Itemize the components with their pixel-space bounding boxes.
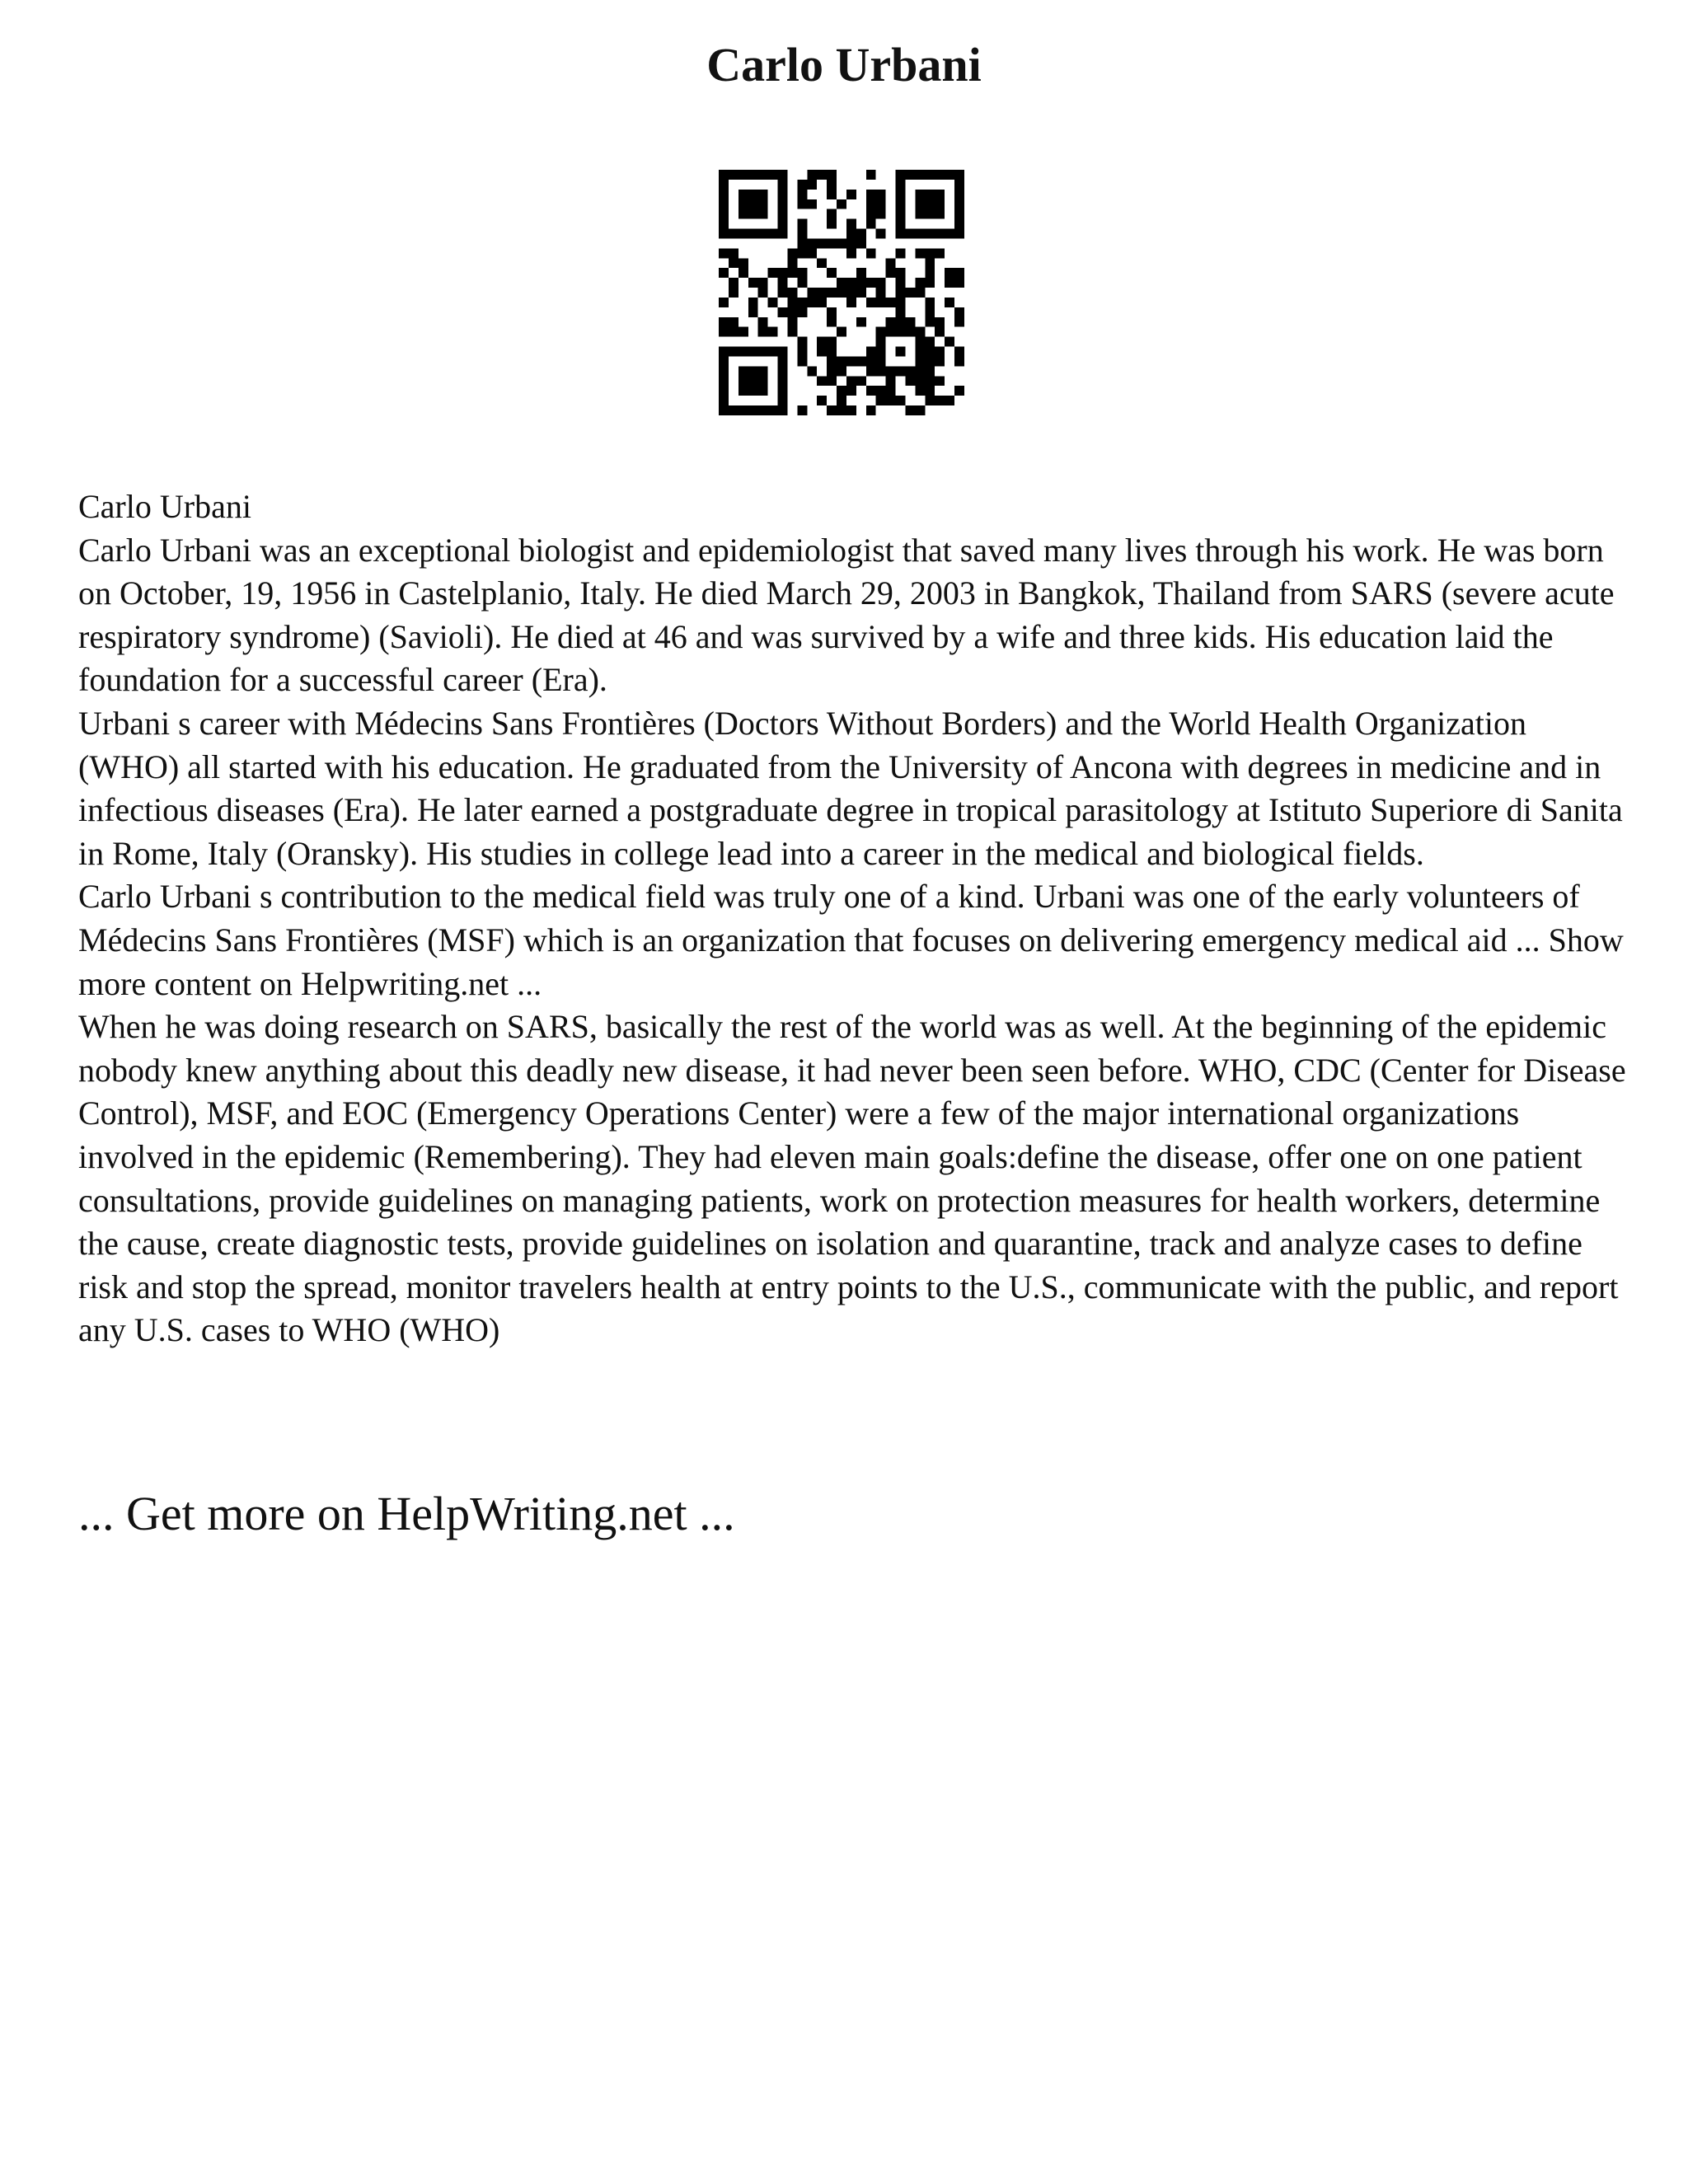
article-heading: Carlo Urbani [78, 488, 251, 525]
qr-code[interactable] [719, 170, 964, 415]
article-body [78, 485, 1628, 1352]
paragraph: Urbani s career with Médecins Sans Frontières (Doctors Without Borders) and the World Health Organization (WHO) all started with his education. He graduated from the University of Ancona with degrees in medicine and in infectious diseases (Era). He later earned a postgraduate degree in tropical parasitology at Istituto Superiore di Sanita in Rome, Italy (Oransky). His studies in college lead into a career in the medical and biological fields. [78, 704, 1623, 872]
qr-code-icon [719, 170, 964, 415]
page-title: Carlo Urbani [706, 38, 982, 91]
paragraph: When he was doing research on SARS, basically the rest of the world was as well. At the beginning of the epidemic nobody knew anything about this deadly new disease, it had never been seen before. WHO, CDC (Center for Disease Control), MSF, and EOC (Emergency Operations Center) were a few of the major international organizations involved in the epidemic (Remembering). They had eleven main goals:define the disease, offer one on one patient consultations, provide guidelines on managing patients, work on protection measures for health workers, determine the cause, create diagnostic tests, provide guidelines on isolation and quarantine, track and analyze cases to define risk and stop the spread, monitor travelers health at entry points to the U.S., communicate with the public, and report any U.S. cases to WHO (WHO) [78, 1008, 1626, 1349]
get-more-link[interactable]: ... Get more on HelpWriting.net ... [78, 1487, 735, 1540]
paragraph: Carlo Urbani s contribution to the medical field was truly one of a kind. Urbani was one of the early volunteers of Médecins Sans Frontières (MSF) which is an organization that focuses on delivering emergency medical aid ... Show more content on Helpwriting.net ... [78, 878, 1624, 1002]
paragraph: Carlo Urbani was an exceptional biologist and epidemiologist that saved many lives through his work. He was born on October, 19, 1956 in Castelplanio, Italy. He died March 29, 2003 in Bangkok, Thailand from SARS (severe acute respiratory syndrome) (Savioli). He died at 46 and was survived by a wife and three kids. His education laid the foundation for a successful career (Era). [78, 531, 1615, 699]
